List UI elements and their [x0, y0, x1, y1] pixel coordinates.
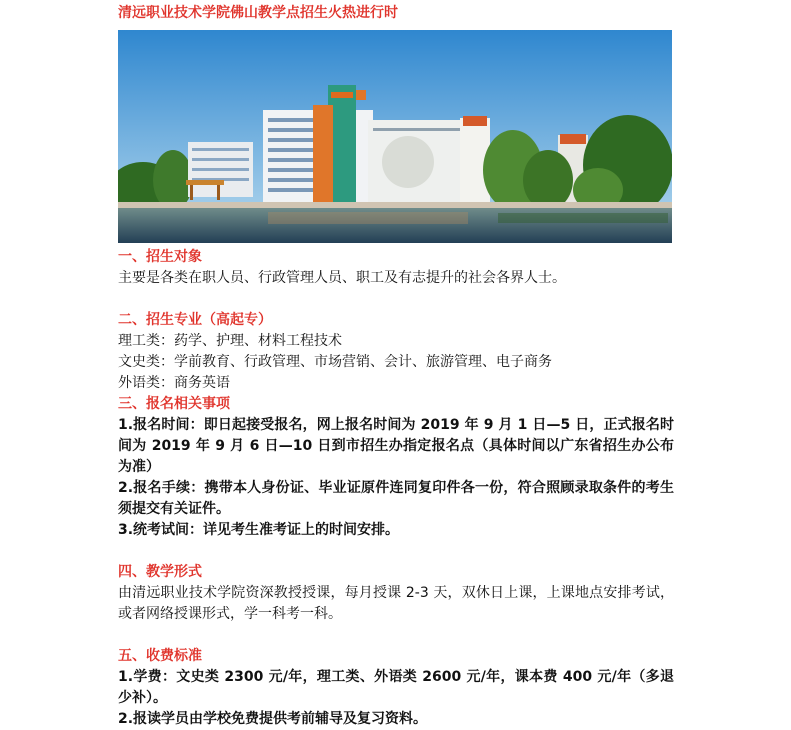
major-line: 理工类：药学、护理、材料工程技术: [118, 333, 342, 349]
section-text: 主要是各类在职人员、行政管理人员、职工及有志提升的社会各界人士。: [118, 270, 566, 286]
section-heading: 二、招生专业（高起专）: [118, 312, 272, 328]
list-item: 1.学费：文史类 2300 元/年，理工类、外语类 2600 元/年，课本费 400 元/年（多退少补）。: [118, 669, 674, 706]
list-item: 1.报名时间：即日起接受报名，网上报名时间为 2019 年 9 月 1 日—5 日，正式报名时间为 2019 年 9 月 6 日—10 日到市招生办指定报名点（具体时间以广东省招生办公布为准）: [118, 417, 674, 475]
major-line: 文史类：学前教育、行政管理、市场营销、会计、旅游管理、电子商务: [118, 354, 552, 370]
section-text: 由清远职业技术学院资深教授授课，每月授课 2-3 天，双休日上课，上课地点安排考试，或者网络授课形式，学一科考一科。: [118, 585, 674, 622]
list-item: 2.报读学员由学校免费提供考前辅导及复习资料。: [118, 711, 428, 727]
section-heading: 五、收费标准: [118, 648, 202, 664]
article-body: [118, 247, 674, 730]
list-item: 2.报名手续：携带本人身份证、毕业证原件连同复印件各一份，符合照顾录取条件的考生须提交有关证件。: [118, 480, 674, 517]
campus-photo: [118, 30, 672, 243]
page-title: 清远职业技术学院佛山教学点招生火热进行时: [118, 5, 398, 21]
section-heading: 一、招生对象: [118, 249, 202, 265]
major-line: 外语类：商务英语: [118, 375, 230, 391]
list-item: 3.统考试间：详见考生准考证上的时间安排。: [118, 522, 400, 538]
section-heading: 三、报名相关事项: [118, 396, 230, 412]
section-heading: 四、教学形式: [118, 564, 202, 580]
